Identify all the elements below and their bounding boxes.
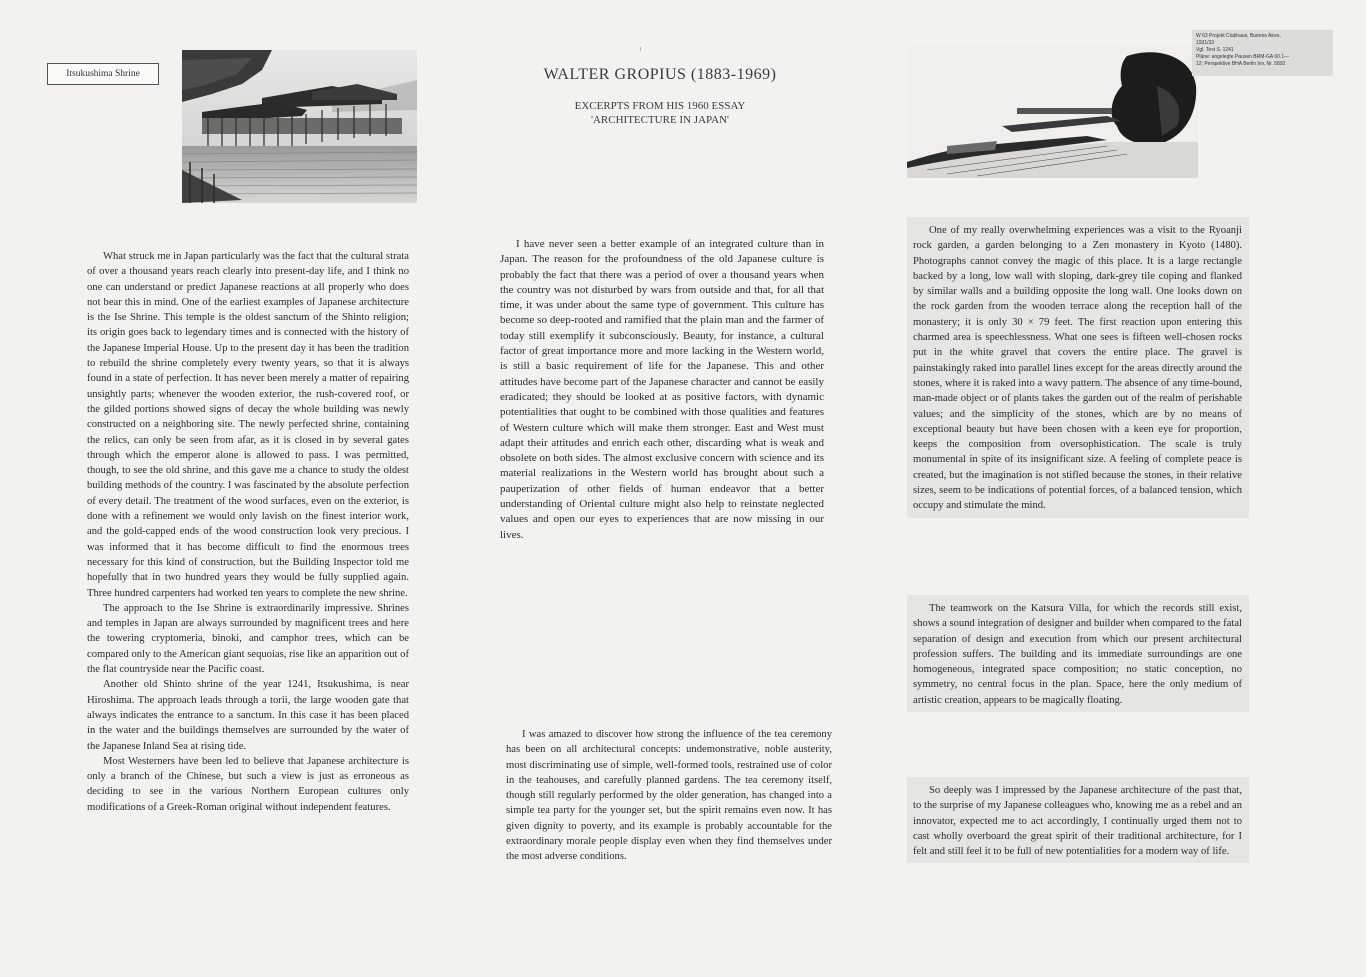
fold-mark [640, 47, 641, 51]
stamp-line: W 63 Projekt Clubhaus, Buenos Aires, [1196, 33, 1281, 39]
paragraph-itsukushima: Another old Shinto shrine of the year 1241, Itsukushima, is near Hiroshima. The approach leads through a torii, the large wooden gate that always indicates the entrance to a sanctum. In this case it has been placed in the water and the buildings themselves are surrounded by the water of the Japanese Inland Sea at rising tide. [87, 679, 409, 752]
paragraph-integrated-culture: I have never seen a better example of an integrated culture than in Japan. The reason for the profoundness of the old Japanese culture is probably the fact that there was a period of over a thousand years when the country was not disturbed by wars from outside and that, for all that time, it was under about the same type of government. This culture has become so deep-rooted and ramified that the plain man and the farmer of today still exemplify it subconsciously. Beauty, for instance, a cultural factor of great importance more and more lacking in the Western world, is still a basic requirement of life for the Japanese. This and other attitudes have become part of the Japanese character and cannot be easily eradicated; they should be looked at as positive factors, with dynamic potentialities that ought to be combined with those qualities and features of Western culture which will make them stronger. East and West must adapt their attitudes and enrich each other, discarding what is weak and obsolete on both sides. The almost exclusive concern with science and its material realizations in the Western world has brought about such a pauperization of other fields of human endeavor that a better understanding of Oriental culture might also help to reinstate neglected values and open our eyes to experiences that are now missing in our lives. [500, 238, 824, 541]
column-right-katsura [907, 595, 1249, 712]
subtitle-line-1: EXCERPTS FROM HIS 1960 ESSAY [574, 100, 746, 112]
paragraph-conclusion: So deeply was I impressed by the Japanese architecture of the past that, to the surprise of my Japanese colleagues who, knowing me as a rebel and an innovator, expected me to act accordingly, I continually urged them not to cast wholly overboard the great spirit of their traditional architecture, for I felt and still feel it to be full of new potentialities for a modern way of life. [913, 785, 1242, 858]
column-left-text [87, 249, 409, 815]
archive-stamp [1192, 30, 1333, 76]
stamp-line: 1931/33 [1196, 40, 1215, 46]
subtitle-line-2: 'ARCHITECTURE IN JAPAN' [590, 114, 729, 126]
column-middle-lower-text [506, 727, 832, 865]
paragraph-ise-shrine: What struck me in Japan particularly was the fact that the cultural strata of over a thousand years reach clearly into present-day life, and I think no one can understand or predict Japanese reactions at all properly who does not bear this in mind. One of the earliest examples of Japanese architecture is the Ise Shrine. This temple is the oldest sanctum of the Shinto religion; its origin goes back to legendary times and is connected with the history of the Japanese Imperial House. Up to the present day it has been the tradition to rebuild the shrine completely every twenty years, so that it is always found in a state of perfection. It has never been merely a matter of repairing unsightly parts; whenever the wooden exterior, the rush-covered roof, or the gilded portions showed signs of decay the whole building was newly constructed on a neighboring site. The newly perfected shrine, containing the relics, can only be seen from afar, as it is closed in by several gates through which the emperor alone is allowed to pass. I was permitted, though, to see the old shrine, and this gave me a chance to study the oldest building methods of the country. I was fascinated by the absolute perfection of every detail. The treatment of the wood surfaces, even on the exterior, is done with a refinement we would only lavish on the finest interior work, and the gold-capped ends of the wood construction look very precious. I was informed that it has become difficult to find the enormous trees necessary for this kind of construction, but the Building Inspector told me hopefully that in two hundred years they would be fully supplied again. Three hundred carpenters had worked ten years to complete the new shrine. [87, 251, 409, 599]
column-middle-text [500, 237, 824, 543]
stamp-line: Pläne: angelegte Pausen BRM-GA 60.1— [1196, 54, 1290, 60]
column-right-conclusion [907, 777, 1249, 863]
stamp-line: 12; Perspektive BHA Berlin Inv. Nr. 5892 [1196, 61, 1286, 67]
perspective-illustration [907, 46, 1198, 178]
itsukushima-shrine-photo [182, 50, 417, 203]
page-subtitle [480, 99, 840, 127]
paragraph-katsura: The teamwork on the Katsura Villa, for which the records still exist, shows a sound integration of designer and builder when compared to the fatal separation of design and execution from which our present architectural profession suffers. The building and its immediate surroundings are one homogeneous, integrated space composition; no static conception, no symmetry, no central focus in the plan. Space, here the only medium of artistic creation, appears to be magically floating. [913, 603, 1242, 706]
paragraph-ryoanji: One of my really overwhelming experiences was a visit to the Ryoanji rock garden, a garden belonging to a Zen monastery in Kyoto (1480). Photographs cannot convey the magic of this place. It is a large rectangle backed by a long, low wall with sloping, dark-grey tile coping and flanked by similar walls and a building opposite the long wall. One looks down on the rock garden from the wooden terrace along the reception hall of the monastery; it is only 30 × 79 feet. The first reaction upon entering this charmed area is speechlessness. What one sees is fifteen well-chosen rocks put in the white gravel that covers the entire place. The gravel is painstakingly raked into parallel lines except for the areas directly around the stones, where it is raked into a wavy pattern. The absence of any time-bound, man-made object or of plants takes the garden out of the realm of perishable values; and the simplicity of the stones, which are by no means of exceptional beauty but have been chosen with a keen eye for proportion, keeps the composition from oversophistication. The scale is truly monumental in spite of its insignificant size. A feeling of complete peace is created, but the imagination is not stifled because the stones, in their relative sizes, seem to be indications of potential forces, of a balanced tension, which occupy and stimulate the mind. [913, 225, 1242, 512]
paragraph-tea-ceremony: I was amazed to discover how strong the influence of the tea ceremony has been on all architectural concepts: undemonstrative, noble austerity, most discriminating use of simple, well-formed tools, restrained use of color in the teahouses, and carefully planned gardens. The tea ceremony itself, though still regularly performed by the older generation, has changed into a simple tea party for the younger set, but the spirit remains even now. It has given dignity to poverty, and its example is probably accountable for the extraordinary morale people display even when they find themselves under the most adverse conditions. [506, 729, 832, 863]
page-title: WALTER GROPIUS (1883-1969) [543, 66, 777, 83]
paragraph-westerners: Most Westerners have been led to believe that Japanese architecture is only a branch of the Chinese, but such a view is just as erroneous as deciding to see in the various Northern European cultures only modifications of a Greek-Roman original without independent features. [87, 755, 409, 813]
shrine-illustration [182, 50, 417, 203]
photo-caption: Itsukushima Shrine [47, 63, 159, 85]
clubhouse-perspective-drawing [907, 46, 1198, 178]
paragraph-approach: The approach to the Ise Shrine is extraordinarily impressive. Shrines and temples in Japan are always surrounded by magnificent trees and here the towering cryptomeria, binoki, and camphor trees, which can be compared only to the American giant sequoias, rise like an apparition out of the flat countryside near the Pacific coast. [87, 602, 409, 676]
column-right-ryoanji [907, 217, 1249, 518]
stamp-line: Vgl. Text S. 1241 [1196, 47, 1234, 53]
